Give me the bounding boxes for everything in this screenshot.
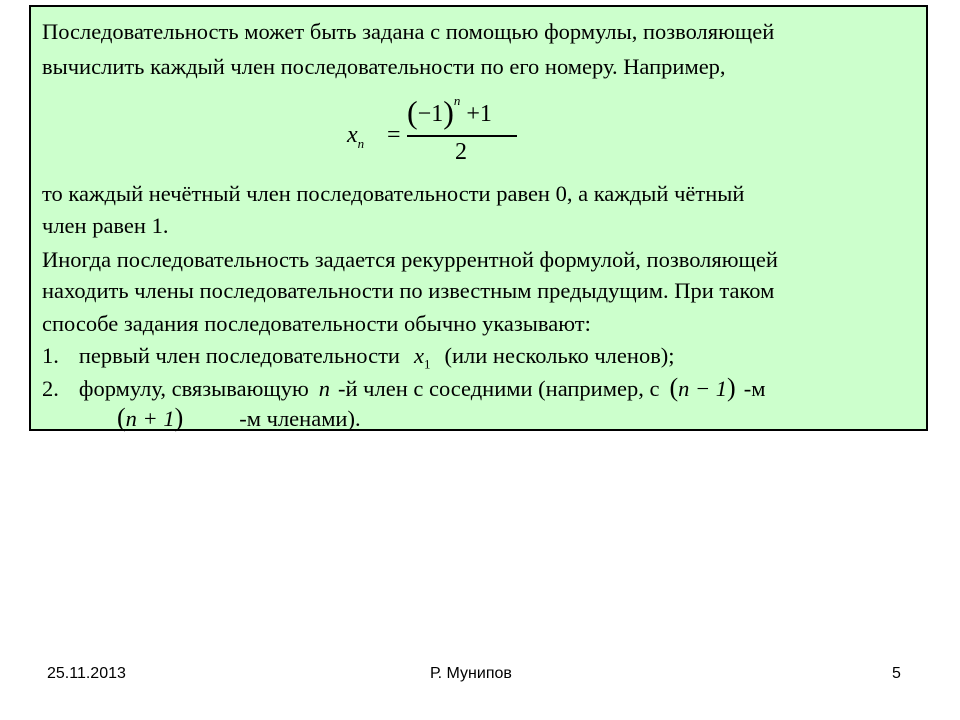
content-box bbox=[29, 5, 928, 431]
text-line-2: вычислить каждый член последовательности по его номеру. Например, bbox=[42, 54, 726, 79]
list-item-2: 2. формулу, связывающую n -й член с соседними (например, с (n − 1) -м bbox=[42, 373, 766, 402]
var-x1: x bbox=[413, 343, 424, 368]
sequence-formula bbox=[347, 93, 507, 173]
expr-n-plus-1: n + 1 bbox=[125, 406, 175, 431]
footer-page-number: 5 bbox=[892, 665, 901, 682]
footer-author: Р. Мунипов bbox=[430, 665, 512, 682]
fraction-bar bbox=[407, 135, 517, 137]
formula-equals: = bbox=[387, 122, 401, 148]
text-line-7: способе задания последовательности обычно указывают: bbox=[42, 311, 591, 336]
text-line-6: находить члены последовательности по известным предыдущим. При таком bbox=[42, 278, 775, 303]
var-n: n bbox=[318, 376, 331, 401]
text-line-1: Последовательность может быть задана с помощью формулы, позволяющей bbox=[42, 19, 775, 44]
list-item-1: 1. первый член последовательности $x_1$ (или несколько членов); bbox=[42, 343, 675, 372]
formula-numerator: $(-1)^n +1$ bbox=[407, 93, 492, 130]
formula-denominator: 2 bbox=[455, 139, 467, 165]
text-line-3: то каждый нечётный член последовательности равен 0, а каждый чётный bbox=[42, 181, 745, 206]
list-item-2-continuation: (n + 1) -м членами). bbox=[117, 403, 361, 432]
footer-date: 25.11.2013 bbox=[47, 665, 126, 682]
text-line-5: Иногда последовательность задается рекуррентной формулой, позволяющей bbox=[42, 247, 778, 272]
text-line-4: член равен 1. bbox=[42, 213, 169, 238]
expr-n-minus-1: n − 1 bbox=[678, 376, 728, 401]
formula-lhs: $x_n$ bbox=[347, 122, 365, 151]
